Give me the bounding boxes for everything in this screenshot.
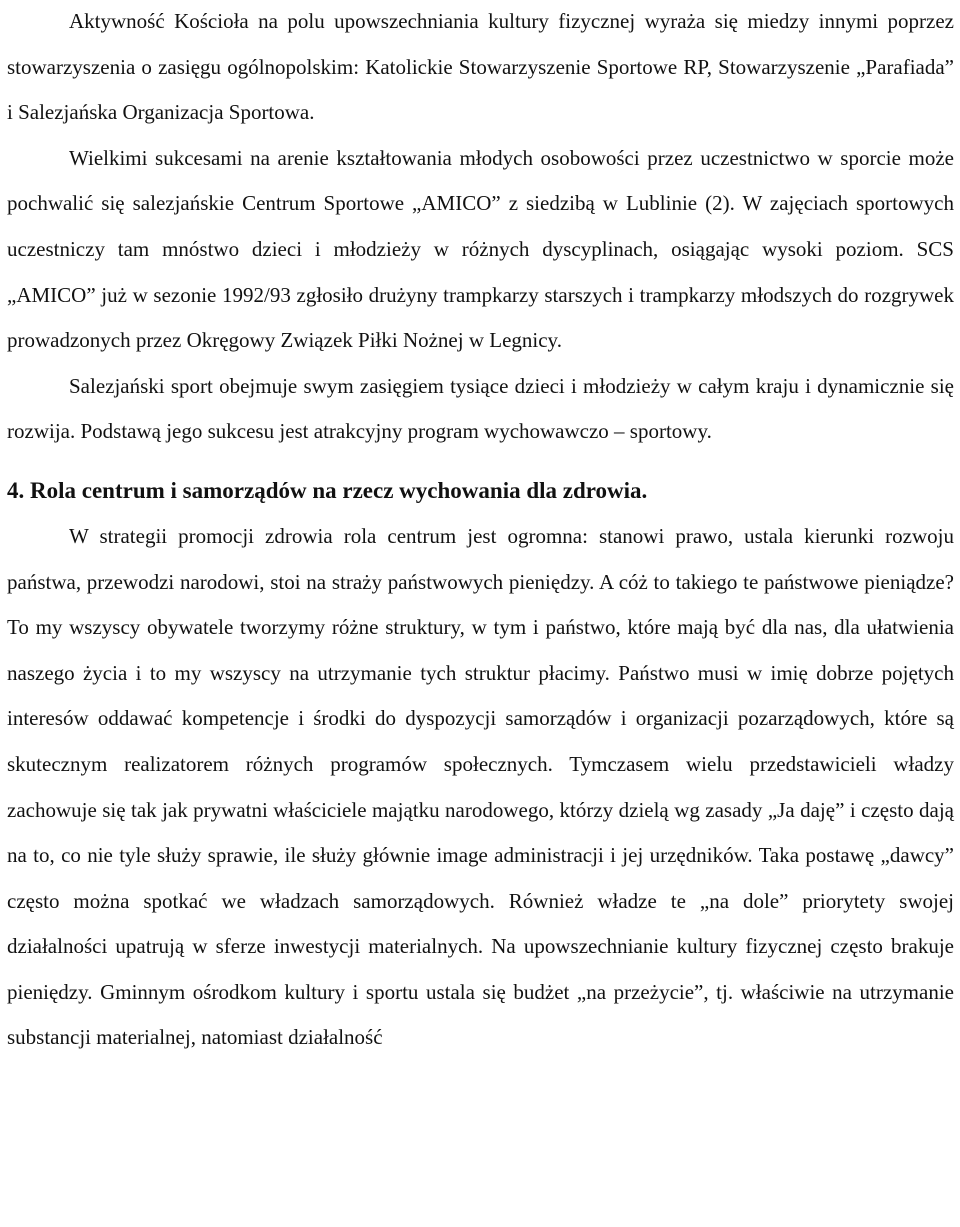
paragraph-health-promotion-strategy: W strategii promocji zdrowia rola centrum jest ogromna: stanowi prawo, ustala kierunki rozwoju państwa, przewodzi narodowi, stoi na straży państwowych pieniędzy. A cóż to takiego te państwowe pieniądze? To my wszyscy obywatele tworzymy różne struktury, w tym i państwo, które mają być dla nas, dla ułatwienia naszego życia i to my wszyscy na utrzymanie tych struktur płacimy. Państwo musi w imię dobrze pojętych interesów oddawać kompetencje i środki do dyspozycji samorządów i organizacji pozarządowych, które są skutecznym realizatorem różnych programów społecznych. Tymczasem wielu przedstawicieli władzy zachowuje się tak jak prywatni właściciele majątku narodowego, którzy dzielą wg zasady „Ja daję” i często dają na to, co nie tyle służy sprawie, ile służy głównie image administracji i jej urzędników. Taka postawę „dawcy” często można spotkać we władzach samorządowych. Również władze te „na dole” priorytety swojej działalności upatrują w sferze inwestycji materialnych. Na upowszechnianie kultury fizycznej często brakuje pieniędzy. Gminnym ośrodkom kultury i sportu ustala się budżet „na przeżycie”, tj. właściwie na utrzymanie substancji materialnej, natomiast działalność (7, 523, 954, 1050)
paragraph-amico-sports-center: Wielkimi sukcesami na arenie kształtowania młodych osobowości przez uczestnictwo w sporcie może pochwalić się salezjańskie Centrum Sportowe „AMICO” z siedzibą w Lublinie (2). W zajęciach sportowych uczestniczy tam mnóstwo dzieci i młodzieży w różnych dyscyplinach, osiągając wysoki poziom. SCS „AMICO” już w sezonie 1992/93 zgłosiło drużyny trampkarzy starszych i trampkarzy młodszych do rozgrywek prowadzonych przez Okręgowy Związek Piłki Nożnej w Legnicy. (7, 145, 954, 353)
paragraph-salesian-sport: Salezjański sport obejmuje swym zasięgiem tysiące dzieci i młodzieży w całym kraju i dynamicznie się rozwija. Podstawą jego sukcesu jest atrakcyjny program wychowawczo – sportowy. (7, 373, 954, 444)
paragraph-catholic-sport-associations: Aktywność Kościoła na polu upowszechniania kultury fizycznej wyraża się miedzy innymi poprzez stowarzyszenia o zasięgu ogólnopolskim: Katolickie Stowarzyszenie Sportowe RP, Stowarzyszenie „Parafiada” i Salezjańska Organizacja Sportowa. (7, 9, 954, 125)
document-page (7, 0, 954, 1061)
section-heading: 4. Rola centrum i samorządów na rzecz wychowania dla zdrowia. (7, 477, 648, 503)
